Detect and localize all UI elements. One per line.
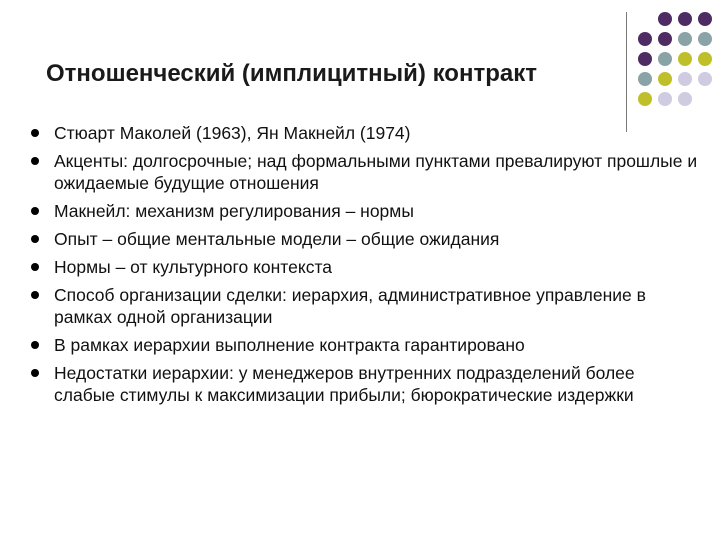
decorative-dot-icon <box>658 92 672 106</box>
bullet-text: Способ организации сделки: иерархия, административное управление в рамках одной организации <box>54 285 646 327</box>
bullet-text: В рамках иерархии выполнение контракта гарантировано <box>54 335 525 355</box>
bullet-dot-icon <box>31 207 39 215</box>
bullet-text: Недостатки иерархии: у менеджеров внутренних подразделений более слабые стимулы к максимизации прибыли; бюрократические издержки <box>54 363 635 405</box>
bullet-dot-icon <box>31 369 39 377</box>
decorative-dot-icon <box>678 52 692 66</box>
bullet-item <box>30 122 700 144</box>
bullet-text: Акценты: долгосрочные; над формальными пунктами превалируют прошлые и ожидаемые будущие отношения <box>54 151 698 193</box>
decorative-dot-icon <box>638 92 652 106</box>
bullet-dot-icon <box>31 157 39 165</box>
decorative-dot-icon <box>658 52 672 66</box>
bullet-dot-icon <box>31 291 39 299</box>
decorative-dot-icon <box>678 72 692 86</box>
bullet-item <box>30 362 700 406</box>
decorative-dot-icon <box>658 32 672 46</box>
decorative-dot-icon <box>678 12 692 26</box>
bullet-item <box>30 200 700 222</box>
slide-title: Отношенческий (имплицитный) контракт <box>46 60 537 87</box>
vertical-divider <box>626 12 627 132</box>
decorative-dot-icon <box>698 12 712 26</box>
bullet-list <box>30 122 700 412</box>
decorative-dot-icon <box>698 32 712 46</box>
decorative-dot-icon <box>678 92 692 106</box>
decorative-dot-icon <box>698 52 712 66</box>
bullet-dot-icon <box>31 235 39 243</box>
decorative-dot-icon <box>658 72 672 86</box>
decorative-dot-icon <box>638 32 652 46</box>
decorative-dot-icon <box>638 72 652 86</box>
bullet-item <box>30 256 700 278</box>
bullet-text: Стюарт Маколей (1963), Ян Макнейл (1974) <box>54 123 411 143</box>
decorative-dot-icon <box>698 72 712 86</box>
bullet-item <box>30 150 700 194</box>
bullet-dot-icon <box>31 129 39 137</box>
bullet-item <box>30 228 700 250</box>
decorative-dot-icon <box>638 52 652 66</box>
decorative-dot-icon <box>658 12 672 26</box>
decorative-dot-grid <box>638 10 718 120</box>
bullet-item <box>30 284 700 328</box>
bullet-text: Нормы – от культурного контекста <box>54 257 333 277</box>
bullet-dot-icon <box>31 263 39 271</box>
bullet-text: Опыт – общие ментальные модели – общие ожидания <box>54 229 500 249</box>
decorative-dot-icon <box>678 32 692 46</box>
bullet-item <box>30 334 700 356</box>
bullet-text: Макнейл: механизм регулирования – нормы <box>54 201 414 221</box>
bullet-dot-icon <box>31 341 39 349</box>
